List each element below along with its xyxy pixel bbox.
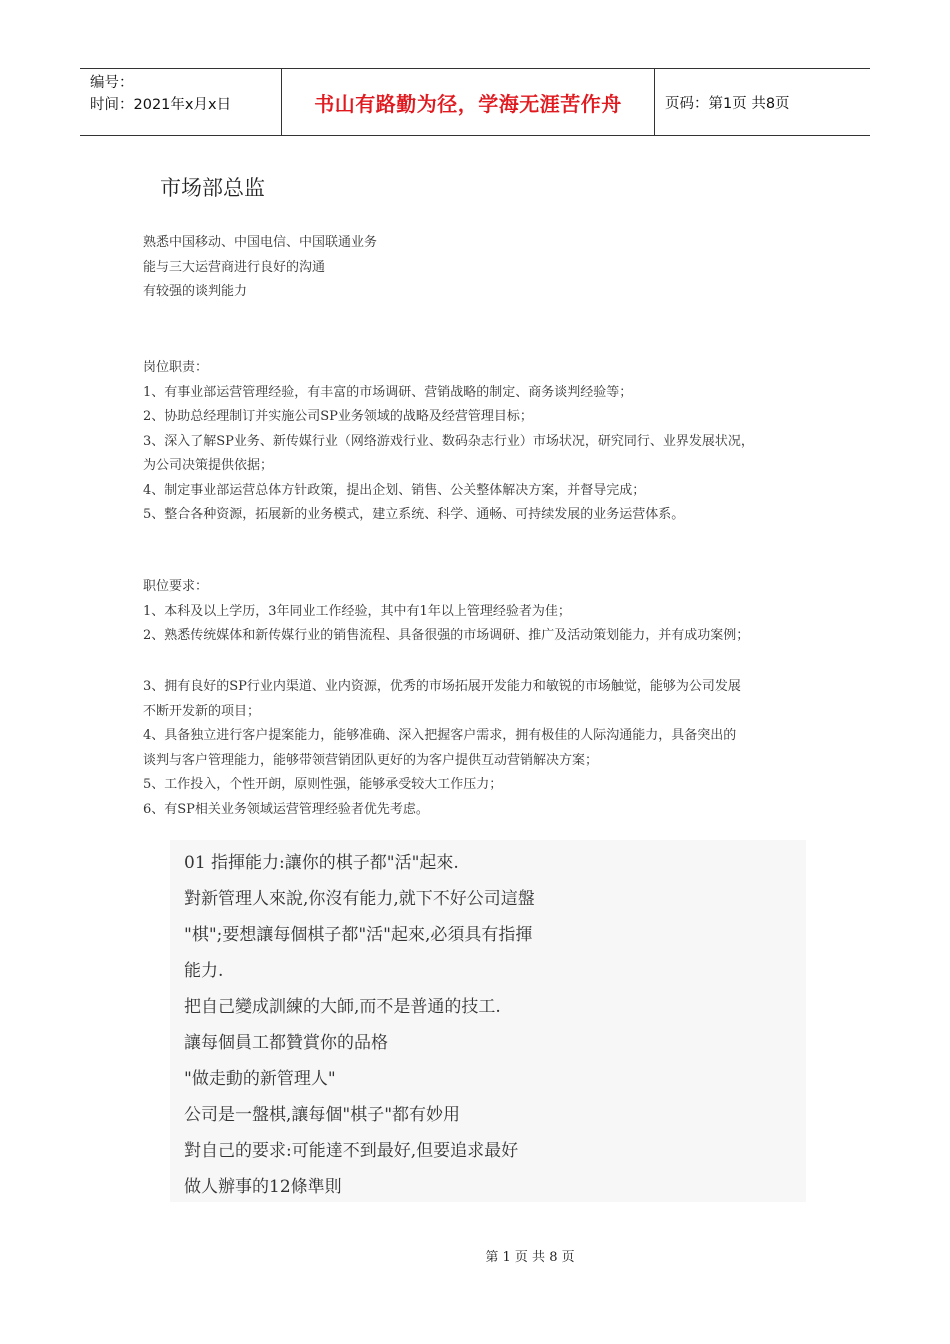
- duty-item: 1、有事业部运营管理经验，有丰富的市场调研、营销战略的制定、商务谈判经验等；: [143, 384, 633, 400]
- duties-section: [143, 356, 843, 528]
- duties-heading: 岗位职责：: [143, 360, 209, 375]
- requirement-item: 5、工作投入，个性开朗，原则性强，能够承受较大工作压力；: [143, 777, 503, 792]
- header-meta: [80, 69, 282, 135]
- requirements-section-continued: [143, 675, 843, 822]
- intro-section: [143, 231, 843, 305]
- quote-line: "棋";要想讓每個棋子都"活"起來,必須具有指揮: [184, 925, 533, 945]
- quote-line: 01 指揮能力:讓你的棋子都"活"起來.: [184, 853, 459, 873]
- duty-item: 4、制定事业部运营总体方针政策，提出企划、销售、公关整体解决方案，并督导完成；: [143, 482, 646, 498]
- quote-line: 能力.: [184, 961, 224, 981]
- requirement-item: 3、拥有良好的SP行业内渠道、业内资源，优秀的市场拓展开发能力和敏锐的市场触觉，能够为公司发展: [143, 679, 741, 694]
- page-header: [80, 68, 870, 136]
- quote-line: 公司是一盤棋,讓每個"棋子"都有妙用: [184, 1105, 461, 1125]
- requirements-heading: 职位要求：: [143, 579, 209, 594]
- requirement-item: 2、熟悉传统媒体和新传媒行业的销售流程、具备很强的市场调研、推广及活动策划能力，并有成功案例；: [143, 628, 750, 643]
- duty-item: 为公司决策提供依据；: [143, 458, 274, 473]
- quote-line: 做人辦事的12條準則: [184, 1177, 342, 1197]
- duty-item: 5、整合各种资源，拓展新的业务模式，建立系统、科学、通畅、可持续发展的业务运营体系。: [143, 507, 685, 522]
- requirement-item: 4、具备独立进行客户提案能力，能够准确、深入把握客户需求，拥有极佳的人际沟通能力，具备突出的: [143, 728, 737, 743]
- requirement-item: 不断开发新的项目；: [143, 703, 261, 719]
- quote-line: 把自己變成訓練的大師,而不是普通的技工.: [184, 997, 501, 1017]
- management-quote-block: [170, 840, 806, 1202]
- quote-line: "做走動的新管理人": [184, 1069, 336, 1089]
- duty-item: 3、深入了解SP业务、新传媒行业（网络游戏行业、数码杂志行业）市场状况，研究同行、业界发展状况，: [143, 433, 754, 449]
- intro-line: 能与三大运营商进行良好的沟通: [143, 259, 326, 275]
- requirement-item: 6、有SP相关业务领域运营管理经验者优先考虑。: [143, 801, 429, 817]
- requirement-item: 1、本科及以上学历，3年同业工作经验，其中有1年以上管理经验者为佳；: [143, 603, 571, 619]
- page-footer: 第 1 页 共 8 页: [485, 1250, 575, 1265]
- duty-item: 2、协助总经理制订并实施公司SP业务领域的战略及经营管理目标；: [143, 409, 533, 424]
- document-title: 市场部总监: [160, 176, 265, 200]
- intro-line: 熟悉中国移动、中国电信、中国联通业务: [143, 235, 378, 250]
- intro-line: 有较强的谈判能力: [143, 284, 248, 299]
- document-date: 时间：2021年x月x日: [90, 97, 232, 113]
- header-page-number: 页码：第1页 共8页: [665, 95, 790, 112]
- document-code: 编号：: [90, 75, 134, 91]
- requirement-item: 谈判与客户管理能力，能够带领营销团队更好的为客户提供互动营销解决方案；: [143, 752, 599, 768]
- quote-line: 對新管理人來說,你沒有能力,就下不好公司這盤: [184, 889, 535, 909]
- requirements-section: [143, 575, 843, 649]
- quote-line: 對自己的要求:可能達不到最好,但要追求最好: [184, 1141, 519, 1161]
- header-motto: 书山有路勤为径，学海无涯苦作舟: [282, 69, 655, 135]
- quote-line: 讓每個員工都贊賞你的品格: [184, 1033, 388, 1053]
